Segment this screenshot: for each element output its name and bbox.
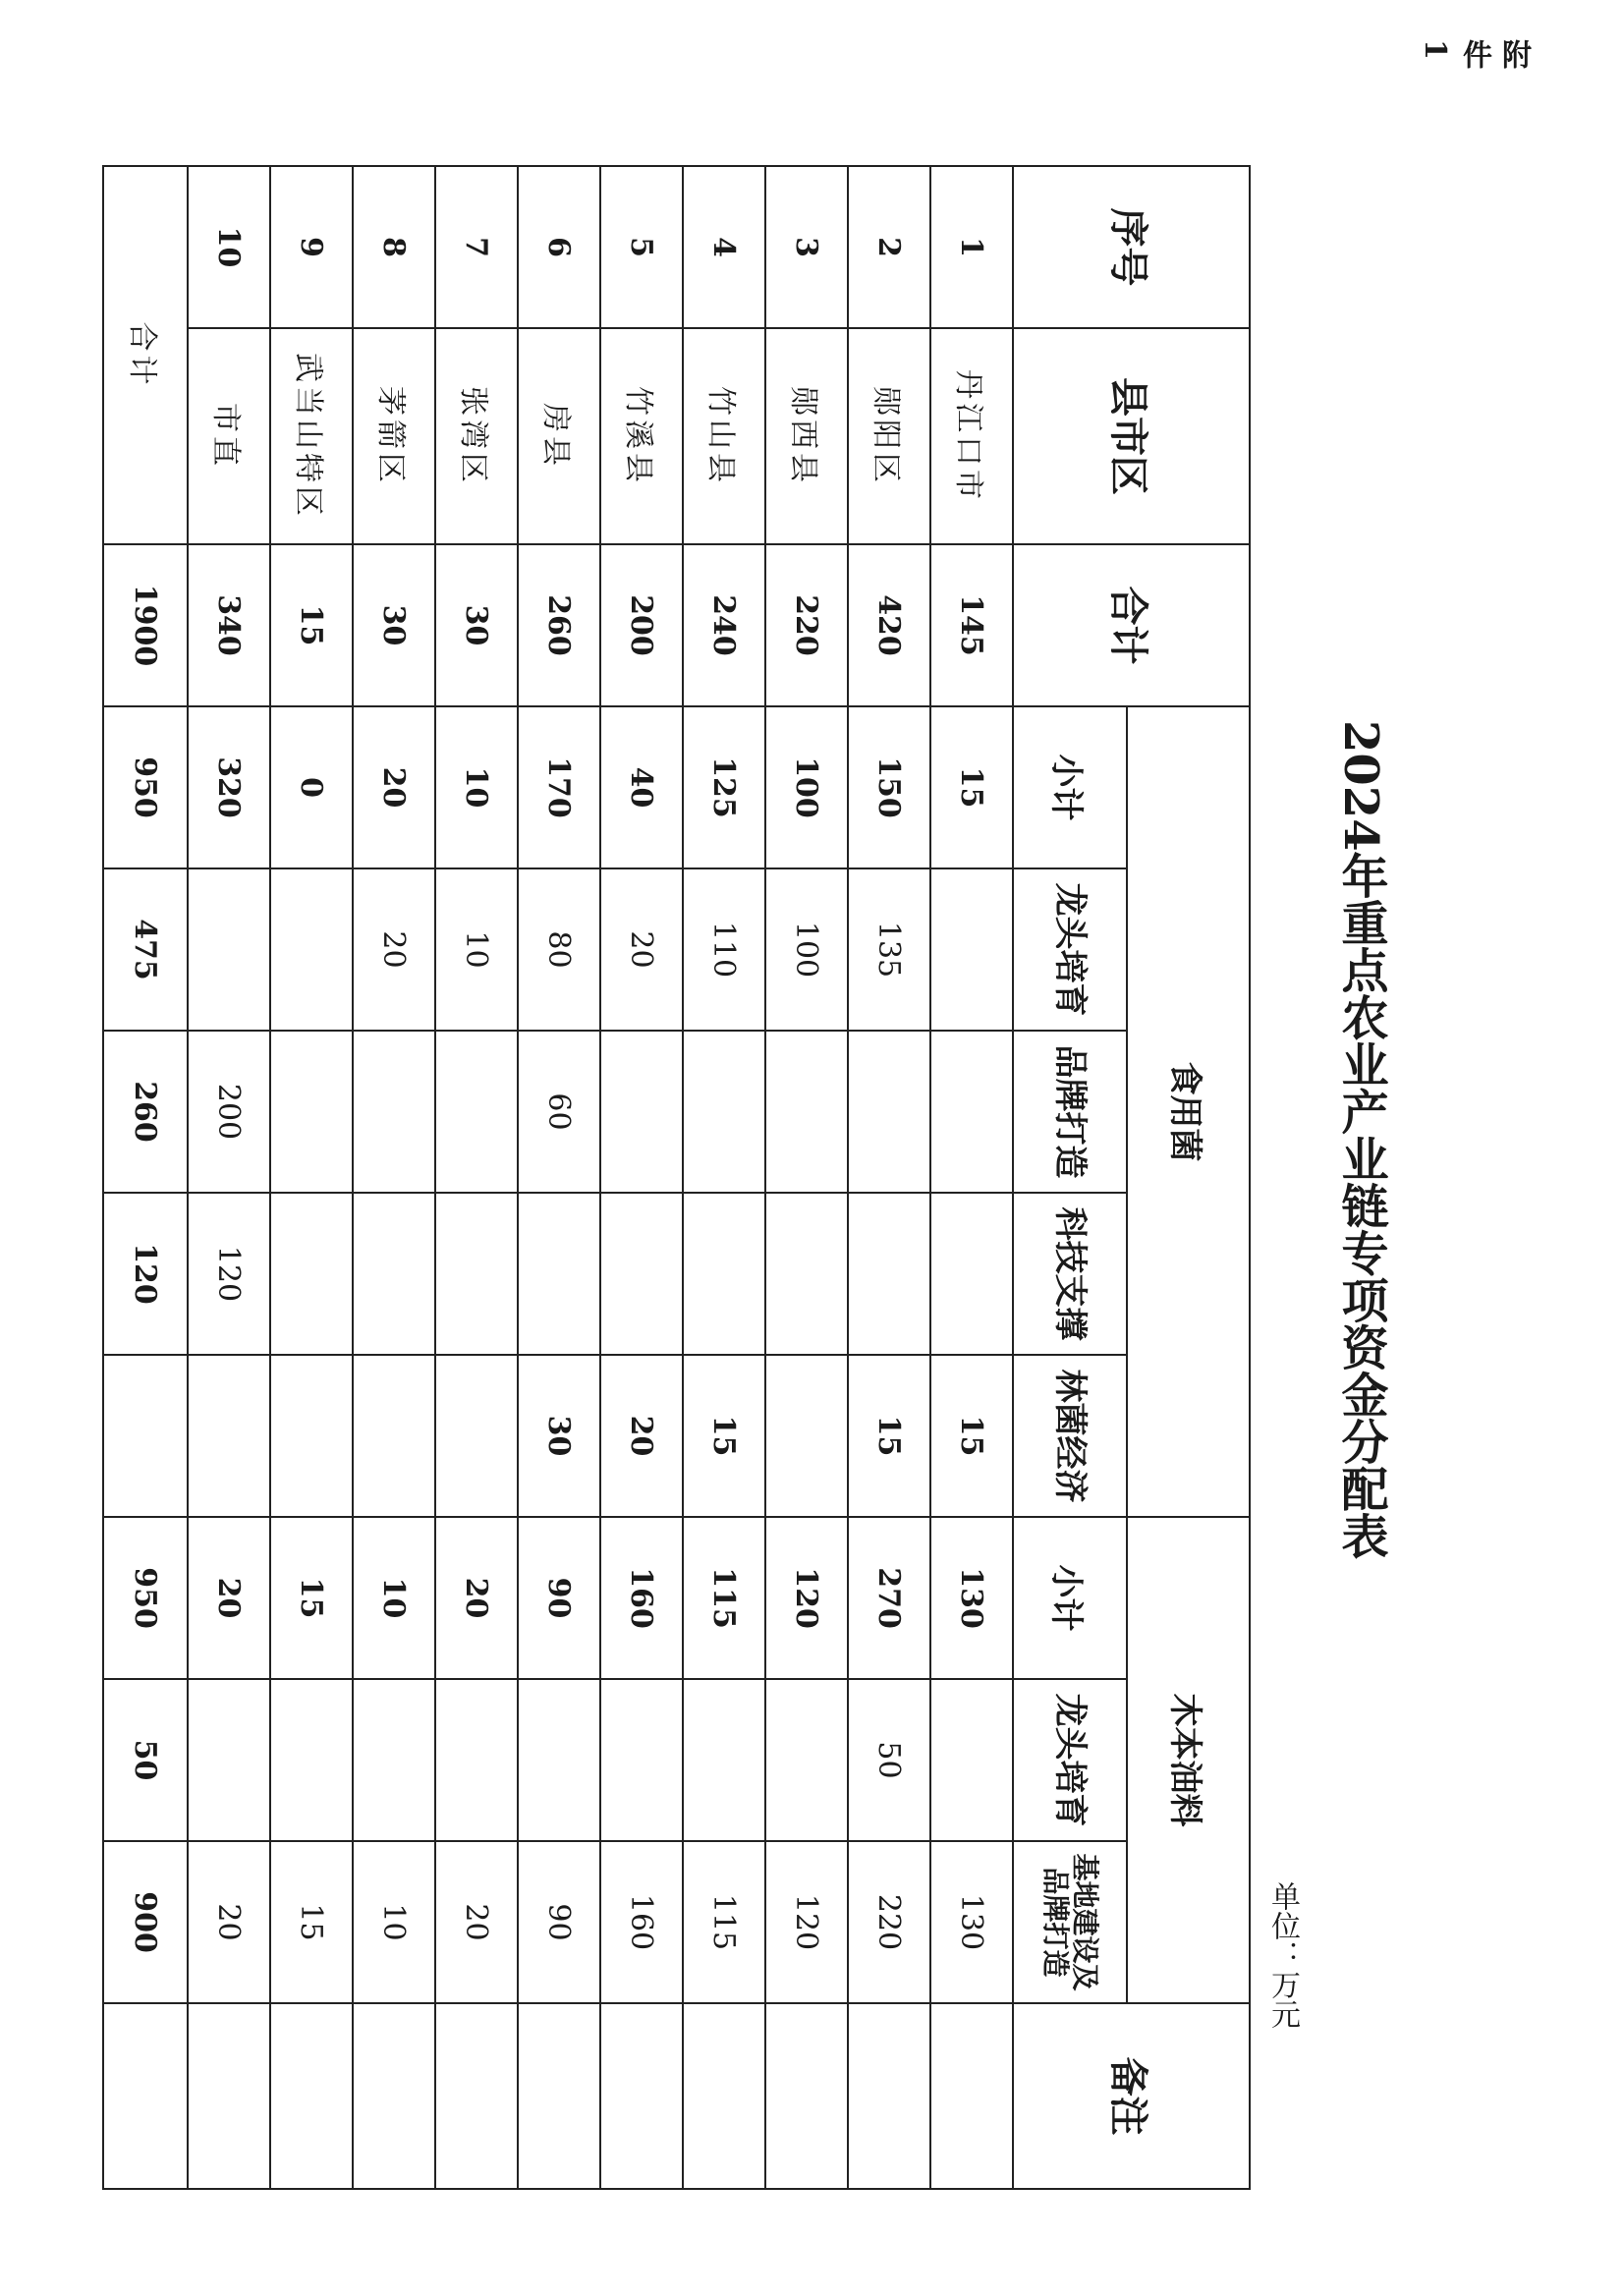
cell-fungi-subtotal: 0 bbox=[270, 706, 353, 868]
cell-fungi-subtotal: 150 bbox=[848, 706, 930, 868]
cell-oil-subtotal: 130 bbox=[930, 1517, 1013, 1679]
total-remark bbox=[103, 2003, 188, 2189]
cell-no: 4 bbox=[683, 166, 765, 328]
cell-fungi-subtotal: 170 bbox=[518, 706, 600, 868]
cell-remark bbox=[930, 2003, 1013, 2189]
cell-county: 市直 bbox=[188, 328, 270, 544]
cell-county: 竹山县 bbox=[683, 328, 765, 544]
cell-total: 30 bbox=[353, 544, 435, 706]
cell-remark bbox=[353, 2003, 435, 2189]
cell-remark bbox=[600, 2003, 683, 2189]
cell-fungi-subtotal: 40 bbox=[600, 706, 683, 868]
cell-fungi-subtotal: 125 bbox=[683, 706, 765, 868]
total-fungi-tech: 120 bbox=[103, 1193, 188, 1355]
cell-oil-base: 130 bbox=[930, 1841, 1013, 2003]
cell-fungi-brand bbox=[270, 1031, 353, 1193]
header-fungi-leader: 龙头培育 bbox=[1013, 868, 1127, 1031]
cell-fungi-leader: 20 bbox=[353, 868, 435, 1031]
cell-fungi-subtotal: 10 bbox=[435, 706, 518, 868]
total-label: 合计 bbox=[103, 166, 188, 544]
cell-oil-base: 20 bbox=[435, 1841, 518, 2003]
cell-oil-subtotal: 120 bbox=[765, 1517, 848, 1679]
total-fungi-subtotal: 950 bbox=[103, 706, 188, 868]
total-row bbox=[103, 166, 188, 2189]
cell-oil-leader bbox=[600, 1679, 683, 1841]
total-fungi-leader: 475 bbox=[103, 868, 188, 1031]
allocation-table bbox=[102, 165, 1251, 2190]
table-row bbox=[600, 166, 683, 2189]
cell-fungi-brand: 60 bbox=[518, 1031, 600, 1193]
cell-total: 240 bbox=[683, 544, 765, 706]
header-oil-leader: 龙头培育 bbox=[1013, 1679, 1127, 1841]
header-no: 序号 bbox=[1013, 166, 1250, 328]
header-oil-base-brand: 基地建设及品牌打造 bbox=[1013, 1841, 1127, 2003]
total-fungi-forest bbox=[103, 1355, 188, 1517]
cell-oil-leader bbox=[765, 1679, 848, 1841]
cell-remark bbox=[188, 2003, 270, 2189]
cell-county: 郧西县 bbox=[765, 328, 848, 544]
cell-fungi-leader: 100 bbox=[765, 868, 848, 1031]
cell-oil-base: 115 bbox=[683, 1841, 765, 2003]
cell-fungi-brand bbox=[848, 1031, 930, 1193]
total-oil-base: 900 bbox=[103, 1841, 188, 2003]
table-row bbox=[518, 166, 600, 2189]
cell-fungi-subtotal: 100 bbox=[765, 706, 848, 868]
cell-fungi-forest: 15 bbox=[848, 1355, 930, 1517]
cell-oil-subtotal: 90 bbox=[518, 1517, 600, 1679]
cell-oil-leader bbox=[435, 1679, 518, 1841]
table-body bbox=[103, 166, 1013, 2189]
table-row bbox=[435, 166, 518, 2189]
cell-fungi-brand bbox=[765, 1031, 848, 1193]
cell-total: 260 bbox=[518, 544, 600, 706]
cell-fungi-brand bbox=[353, 1031, 435, 1193]
table-row bbox=[353, 166, 435, 2189]
cell-total: 340 bbox=[188, 544, 270, 706]
cell-fungi-tech bbox=[930, 1193, 1013, 1355]
cell-no: 5 bbox=[600, 166, 683, 328]
cell-county: 茅箭区 bbox=[353, 328, 435, 544]
cell-fungi-leader bbox=[188, 868, 270, 1031]
cell-fungi-tech bbox=[518, 1193, 600, 1355]
cell-fungi-tech bbox=[600, 1193, 683, 1355]
cell-oil-subtotal: 10 bbox=[353, 1517, 435, 1679]
cell-fungi-tech bbox=[353, 1193, 435, 1355]
cell-fungi-forest: 15 bbox=[683, 1355, 765, 1517]
header-fungi-subtotal: 小计 bbox=[1013, 706, 1127, 868]
header-county: 县市区 bbox=[1013, 328, 1250, 544]
header-oil: 木本油料 bbox=[1127, 1517, 1250, 2003]
table-row bbox=[765, 166, 848, 2189]
cell-fungi-brand bbox=[930, 1031, 1013, 1193]
cell-fungi-tech bbox=[848, 1193, 930, 1355]
cell-oil-base: 120 bbox=[765, 1841, 848, 2003]
cell-total: 200 bbox=[600, 544, 683, 706]
cell-county: 竹溪县 bbox=[600, 328, 683, 544]
cell-remark bbox=[848, 2003, 930, 2189]
cell-no: 1 bbox=[930, 166, 1013, 328]
cell-fungi-forest: 15 bbox=[930, 1355, 1013, 1517]
cell-county: 丹江口市 bbox=[930, 328, 1013, 544]
cell-fungi-brand bbox=[600, 1031, 683, 1193]
cell-fungi-brand bbox=[683, 1031, 765, 1193]
table-row bbox=[188, 166, 270, 2189]
cell-fungi-forest bbox=[765, 1355, 848, 1517]
table-row bbox=[930, 166, 1013, 2189]
cell-total: 220 bbox=[765, 544, 848, 706]
cell-oil-base: 220 bbox=[848, 1841, 930, 2003]
cell-fungi-brand: 200 bbox=[188, 1031, 270, 1193]
cell-fungi-forest bbox=[270, 1355, 353, 1517]
cell-fungi-leader bbox=[930, 868, 1013, 1031]
cell-oil-base: 90 bbox=[518, 1841, 600, 2003]
cell-county: 房县 bbox=[518, 328, 600, 544]
cell-no: 3 bbox=[765, 166, 848, 328]
cell-fungi-forest bbox=[353, 1355, 435, 1517]
total-oil-leader: 50 bbox=[103, 1679, 188, 1841]
header-fungi-tech: 科技支撑 bbox=[1013, 1193, 1127, 1355]
total-sum: 1900 bbox=[103, 544, 188, 706]
header-remark: 备注 bbox=[1013, 2003, 1250, 2189]
cell-fungi-leader: 135 bbox=[848, 868, 930, 1031]
cell-remark bbox=[435, 2003, 518, 2189]
cell-total: 145 bbox=[930, 544, 1013, 706]
table-row bbox=[683, 166, 765, 2189]
total-oil-subtotal: 950 bbox=[103, 1517, 188, 1679]
cell-no: 10 bbox=[188, 166, 270, 328]
document-title: 2024年重点农业产业链专项资金分配表 bbox=[1333, 720, 1388, 1559]
header-fungi-brand: 品牌打造 bbox=[1013, 1031, 1127, 1193]
cell-oil-leader: 50 bbox=[848, 1679, 930, 1841]
header-total: 合计 bbox=[1013, 544, 1250, 706]
cell-oil-base: 20 bbox=[188, 1841, 270, 2003]
cell-fungi-leader bbox=[270, 868, 353, 1031]
cell-fungi-forest: 20 bbox=[600, 1355, 683, 1517]
cell-oil-leader bbox=[353, 1679, 435, 1841]
cell-total: 30 bbox=[435, 544, 518, 706]
cell-remark bbox=[683, 2003, 765, 2189]
cell-fungi-leader: 80 bbox=[518, 868, 600, 1031]
cell-fungi-tech bbox=[435, 1193, 518, 1355]
cell-oil-leader bbox=[683, 1679, 765, 1841]
cell-county: 郧阳区 bbox=[848, 328, 930, 544]
cell-no: 9 bbox=[270, 166, 353, 328]
cell-remark bbox=[518, 2003, 600, 2189]
cell-fungi-leader: 10 bbox=[435, 868, 518, 1031]
cell-county: 张湾区 bbox=[435, 328, 518, 544]
cell-fungi-tech bbox=[683, 1193, 765, 1355]
header-fungi-forest: 林菌经济 bbox=[1013, 1355, 1127, 1517]
cell-county: 武当山特区 bbox=[270, 328, 353, 544]
cell-oil-leader bbox=[930, 1679, 1013, 1841]
cell-oil-base: 160 bbox=[600, 1841, 683, 2003]
table-row bbox=[848, 166, 930, 2189]
cell-total: 15 bbox=[270, 544, 353, 706]
cell-oil-subtotal: 270 bbox=[848, 1517, 930, 1679]
cell-remark bbox=[270, 2003, 353, 2189]
cell-oil-subtotal: 20 bbox=[188, 1517, 270, 1679]
cell-oil-base: 10 bbox=[353, 1841, 435, 2003]
cell-fungi-forest bbox=[435, 1355, 518, 1517]
cell-oil-subtotal: 15 bbox=[270, 1517, 353, 1679]
cell-fungi-forest: 30 bbox=[518, 1355, 600, 1517]
cell-oil-base: 15 bbox=[270, 1841, 353, 2003]
cell-fungi-tech: 120 bbox=[188, 1193, 270, 1355]
cell-oil-leader bbox=[188, 1679, 270, 1841]
cell-no: 6 bbox=[518, 166, 600, 328]
cell-no: 8 bbox=[353, 166, 435, 328]
cell-fungi-subtotal: 320 bbox=[188, 706, 270, 868]
unit-label: 单位：万元 bbox=[1265, 1881, 1300, 2029]
table-row bbox=[270, 166, 353, 2189]
cell-fungi-tech bbox=[270, 1193, 353, 1355]
table-container bbox=[125, 165, 1251, 2144]
cell-fungi-forest bbox=[188, 1355, 270, 1517]
cell-fungi-brand bbox=[435, 1031, 518, 1193]
cell-fungi-subtotal: 20 bbox=[353, 706, 435, 868]
cell-oil-subtotal: 160 bbox=[600, 1517, 683, 1679]
cell-oil-leader bbox=[270, 1679, 353, 1841]
header-oil-subtotal: 小计 bbox=[1013, 1517, 1127, 1679]
cell-remark bbox=[765, 2003, 848, 2189]
header-fungi: 食用菌 bbox=[1127, 706, 1250, 1517]
cell-fungi-tech bbox=[765, 1193, 848, 1355]
cell-oil-subtotal: 20 bbox=[435, 1517, 518, 1679]
cell-fungi-subtotal: 15 bbox=[930, 706, 1013, 868]
cell-no: 7 bbox=[435, 166, 518, 328]
cell-oil-subtotal: 115 bbox=[683, 1517, 765, 1679]
attachment-label: 附件1 bbox=[1418, 39, 1531, 71]
cell-total: 420 bbox=[848, 544, 930, 706]
cell-fungi-leader: 110 bbox=[683, 868, 765, 1031]
cell-no: 2 bbox=[848, 166, 930, 328]
total-fungi-brand: 260 bbox=[103, 1031, 188, 1193]
cell-fungi-leader: 20 bbox=[600, 868, 683, 1031]
cell-oil-leader bbox=[518, 1679, 600, 1841]
